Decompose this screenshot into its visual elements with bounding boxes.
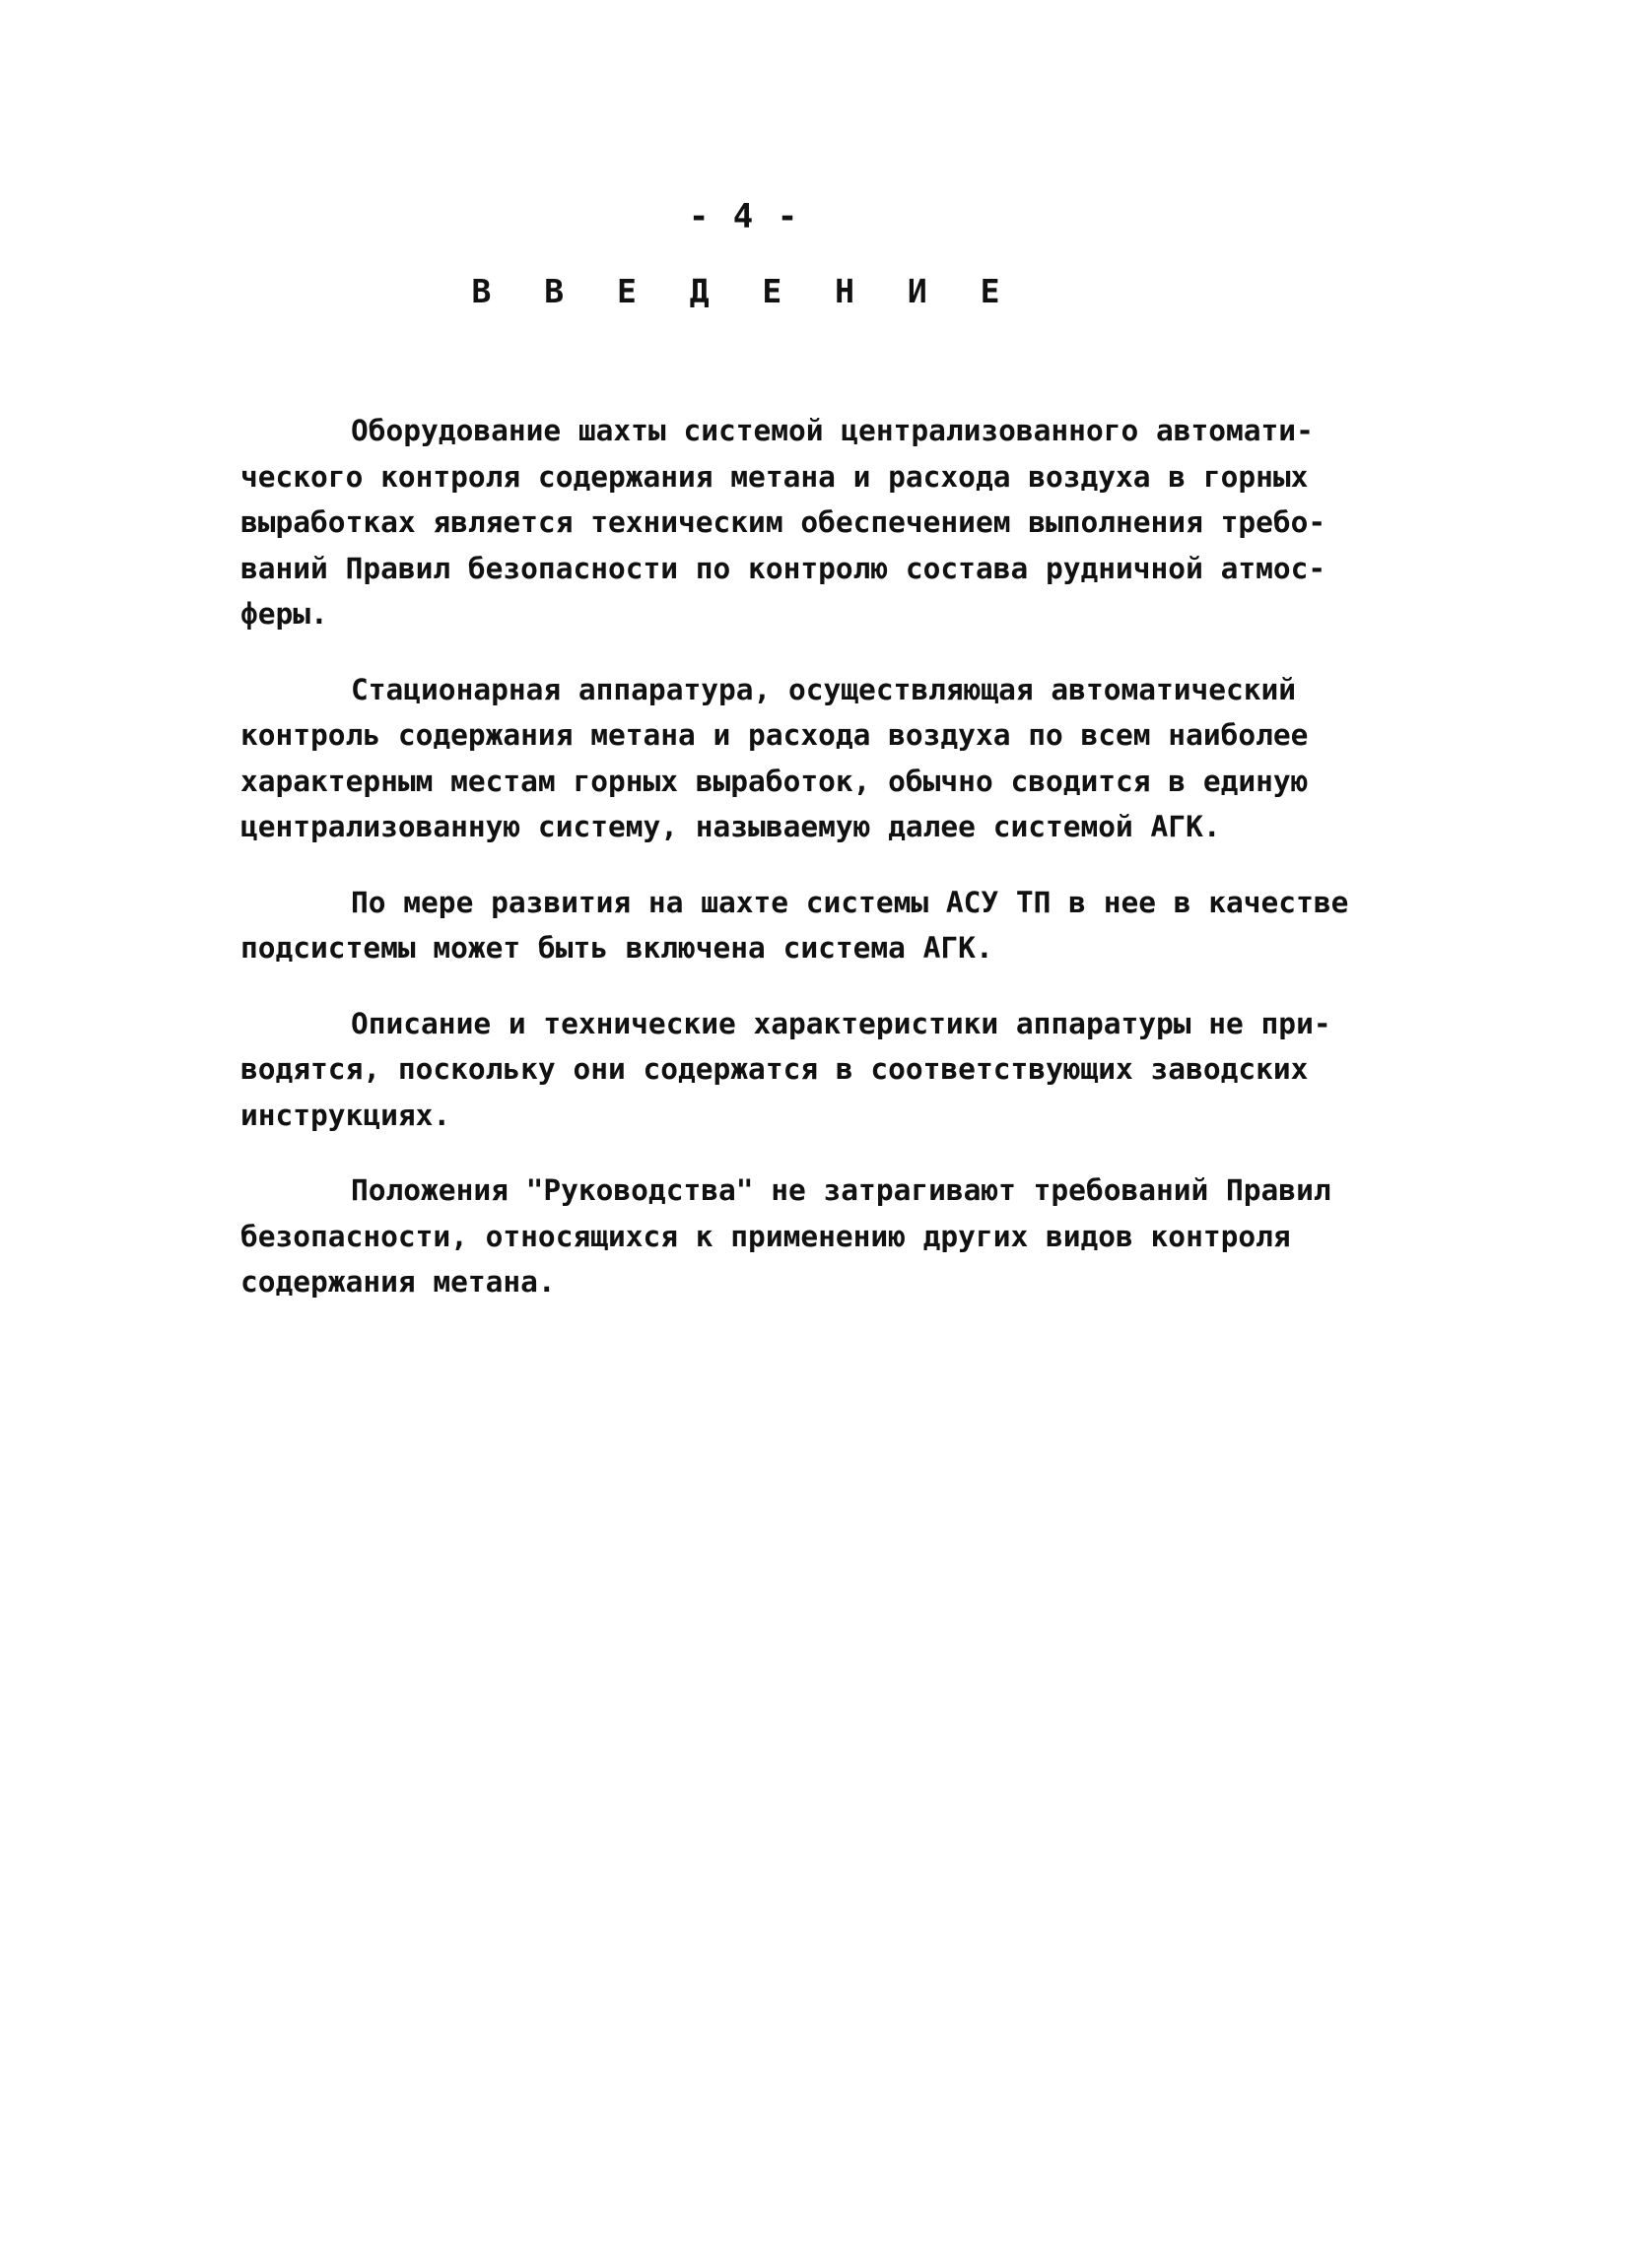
section-heading: В В Е Д Е Н И Е <box>471 272 1017 310</box>
body-text <box>240 408 1374 1335</box>
paragraph-5: Положения "Руководства" не затрагивают требований Правил безопасности, относящихся к применению других видов контроля содержания метана. <box>240 1173 1331 1299</box>
paragraph-1: Оборудование шахты системой централизованного автомати- ческого контроля содержания метана и расхода воздуха в горных выработках является техническим обеспечением выполнения требо- ваний Правил безопасности по контролю состава рудничной атмос- феры. <box>240 414 1326 631</box>
paragraph-3: По мере развития на шахте системы АСУ ТП в нее в качестве подсистемы может быть включена система АГК. <box>240 885 1349 965</box>
paragraph-4: Описание и технические характеристики аппаратуры не при- водятся, поскольку они содержатся в соответствующих заводских инструкциях. <box>240 1006 1331 1132</box>
page-number: - 4 - <box>688 197 800 236</box>
paragraph-2: Стационарная аппаратура, осуществляющая автоматический контроль содержания метана и расхода воздуха по всем наиболее характерным местам горных выработок, обычно сводится в единую централизованную систему, называемую далее системой АГК. <box>240 672 1309 843</box>
